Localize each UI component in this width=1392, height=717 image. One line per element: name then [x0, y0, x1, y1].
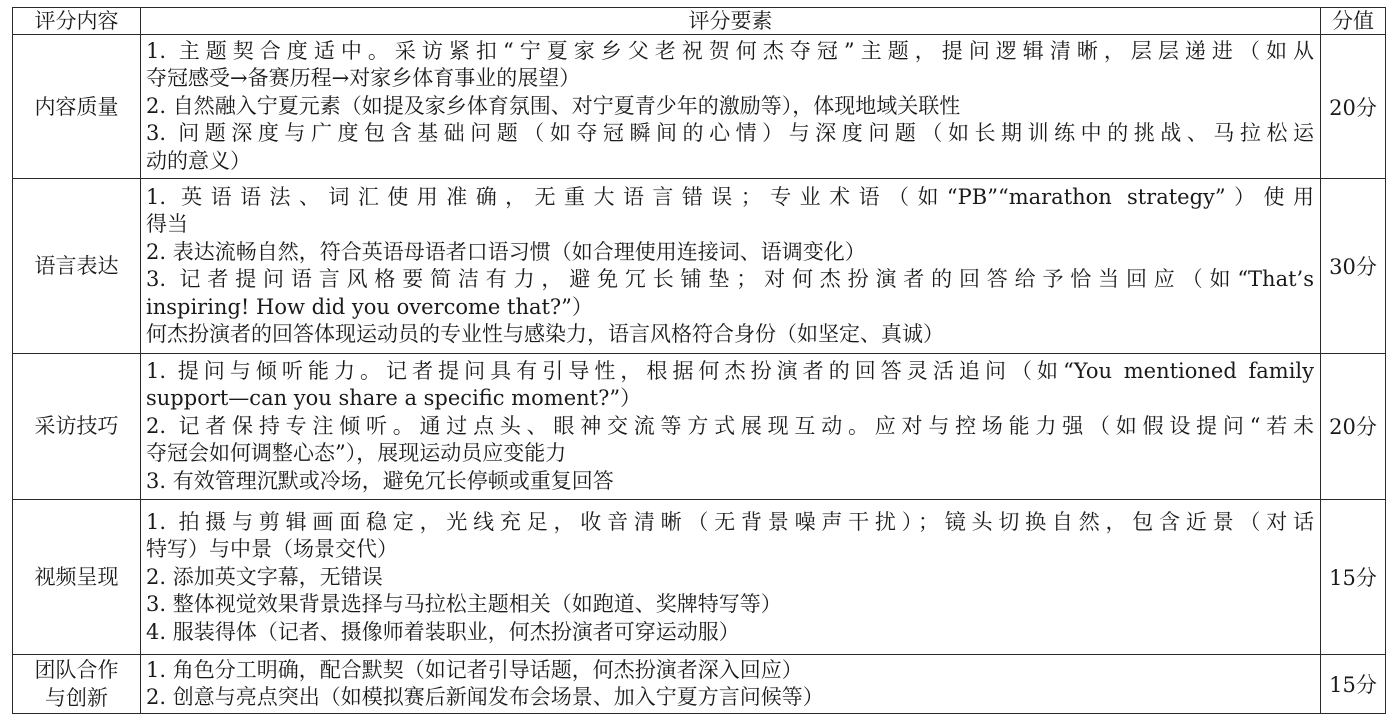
criteria-line: 1. 英语语法、词汇使用准确，无重大语言错误；专业术语（如“PB”“marathon strategy”）使用	[146, 184, 1314, 209]
header-row	[13, 8, 1386, 35]
criteria-cell	[141, 35, 1321, 179]
criteria-line: 3. 有效管理沉默或冷场，避免冗长停顿或重复回答	[146, 468, 614, 493]
category-cell	[13, 655, 141, 714]
score-cell: 15分	[1321, 500, 1386, 655]
criteria-line: 得当	[146, 212, 188, 237]
criteria-cell	[141, 655, 1321, 714]
category-cell	[13, 35, 141, 179]
criteria-cell	[141, 500, 1321, 655]
category-label: 语言表达	[34, 254, 119, 279]
row-content-quality	[13, 35, 1386, 179]
criteria-line: 1. 提问与倾听能力。记者提问具有引导性，根据何杰扮演者的回答灵活追问（如“You mentioned family	[146, 358, 1314, 383]
criteria-line: 1. 拍摄与剪辑画面稳定，光线充足，收音清晰（无背景噪声干扰）；镜头切换自然，包含近景（对话	[146, 509, 1314, 534]
category-label: 内容质量	[34, 94, 119, 119]
row-language-expression	[13, 179, 1386, 354]
score-cell: 30分	[1321, 179, 1386, 354]
criteria-line: 动的意义）	[146, 148, 251, 173]
criteria-line: support—can you share a specific moment?”）	[146, 386, 642, 411]
criteria-line: 2. 记者保持专注倾听。通过点头、眼神交流等方式展现互动。应对与控场能力强（如假设提问“若未	[146, 413, 1314, 438]
criteria-line: 2. 添加英文字幕，无错误	[146, 564, 383, 589]
row-video-presentation	[13, 500, 1386, 655]
row-interview-skills	[13, 353, 1386, 499]
category-cell	[13, 179, 141, 354]
criteria-line: inspiring! How did you overcome that?”）	[146, 294, 593, 319]
scoring-rubric-table	[12, 7, 1386, 714]
category-label: 团队合作	[34, 658, 119, 683]
header-score: 分值	[1321, 8, 1386, 35]
criteria-line: 2. 自然融入宁夏元素（如提及家乡体育氛围、对宁夏青少年的激励等），体现地域关联性	[146, 93, 961, 118]
category-cell	[13, 353, 141, 499]
criteria-line: 2. 表达流畅自然，符合英语母语者口语习惯（如合理使用连接词、语调变化）	[146, 239, 866, 264]
criteria-line: 4. 服装得体（记者、摄像师着装职业，何杰扮演者可穿运动服）	[146, 619, 740, 644]
category-label: 采访技巧	[34, 414, 119, 439]
category-label: 视频呈现	[34, 565, 119, 590]
criteria-cell	[141, 353, 1321, 499]
criteria-line: 3. 整体视觉效果背景选择与马拉松主题相关（如跑道、奖牌特写等）	[146, 592, 782, 616]
criteria-line: 3. 记者提问语言风格要简洁有力，避免冗长铺垫；对何杰扮演者的回答给予恰当回应（如“That’s	[146, 267, 1314, 292]
criteria-line: 何杰扮演者的回答体现运动员的专业性与感染力，语言风格符合身份（如坚定、真诚）	[146, 322, 944, 347]
category-cell	[13, 500, 141, 655]
score-cell: 20分	[1321, 353, 1386, 499]
score-cell: 15分	[1321, 655, 1386, 714]
criteria-line: 1. 角色分工明确，配合默契（如记者引导话题，何杰扮演者深入回应）	[146, 657, 803, 682]
criteria-cell	[141, 179, 1321, 354]
header-category: 评分内容	[13, 8, 141, 35]
header-criteria: 评分要素	[141, 8, 1321, 35]
criteria-line: 特写）与中景（场景交代）	[146, 537, 398, 561]
criteria-line: 3. 问题深度与广度包含基础问题（如夺冠瞬间的心情）与深度问题（如长期训练中的挑战、马拉松运	[146, 121, 1314, 146]
criteria-line: 夺冠会如何调整心态”），展现运动员应变能力	[146, 441, 567, 466]
category-label: 与创新	[45, 686, 108, 711]
criteria-line: 夺冠感受→备赛历程→对家乡体育事业的展望）	[146, 66, 581, 91]
row-teamwork-innovation	[13, 655, 1386, 714]
score-cell: 20分	[1321, 35, 1386, 179]
criteria-line: 1. 主题契合度适中。采访紧扣“宁夏家乡父老祝贺何杰夺冠”主题，提问逻辑清晰，层层递进（如从	[146, 38, 1314, 63]
criteria-line: 2. 创意与亮点突出（如模拟赛后新闻发布会场景、加入宁夏方言问候等）	[146, 685, 824, 710]
